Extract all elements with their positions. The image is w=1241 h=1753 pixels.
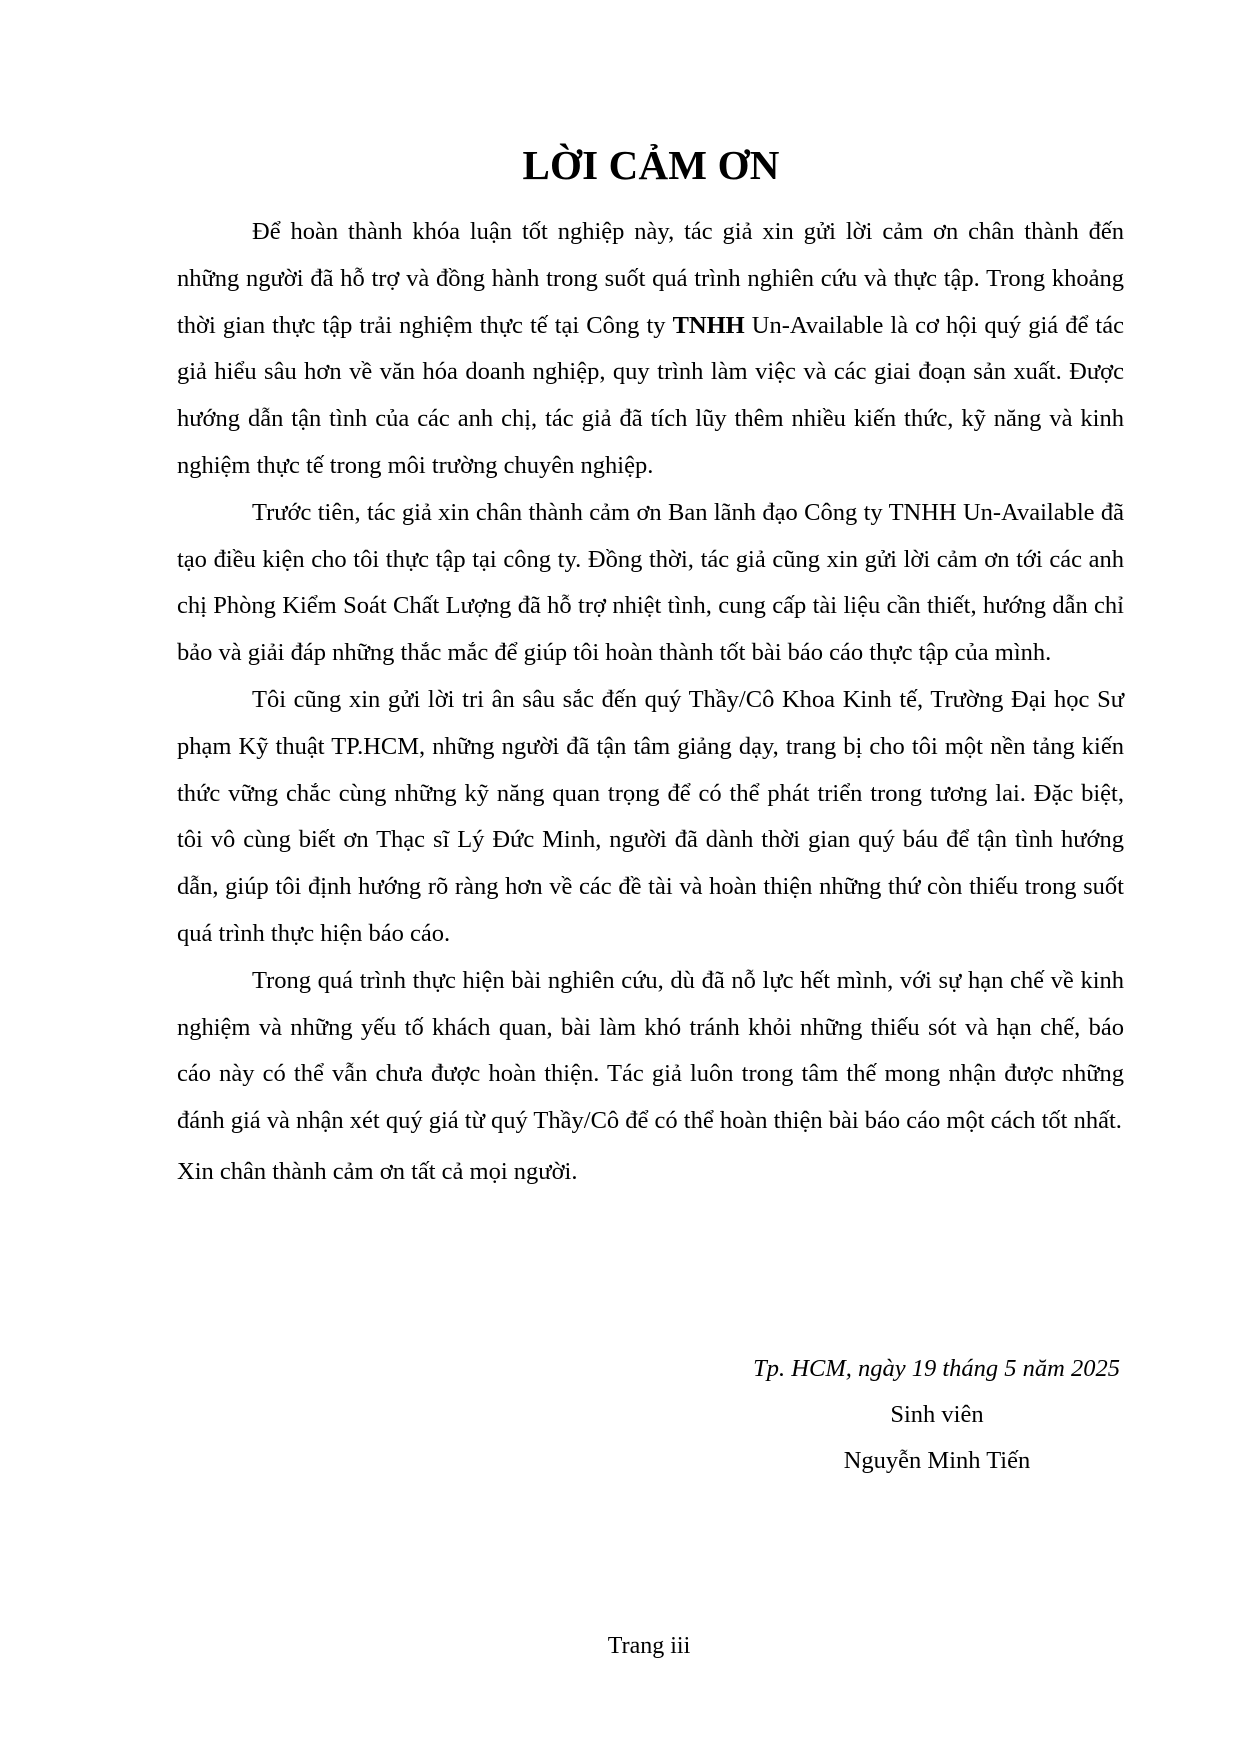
signature-place-date: Tp. HCM, ngày 19 tháng 5 năm 2025 — [753, 1355, 1120, 1382]
signature-name: Nguyễn Minh Tiến — [843, 1447, 1031, 1474]
paragraph-1-text-b: Un-Available là cơ hội quý giá để tác giả hiểu sâu hơn về văn hóa doanh nghiệp, quy trình làm việc và các giai đoạn sản xuất. Được hướng dẫn tận tình của các anh chị, tác giả đã tích lũy thêm nhiều kiến thức, kỹ năng và kinh nghiệm thực tế trong môi trường chuyên nghiệp. — [177, 311, 1124, 479]
signature-role: Sinh viên — [890, 1401, 984, 1428]
paragraph-4: Trong quá trình thực hiện bài nghiên cứu, dù đã nỗ lực hết mình, với sự hạn chế về kinh nghiệm và những yếu tố khách quan, bài làm khó tránh khỏi những thiếu sót và hạn chế, báo cáo này có thể vẫn chưa được hoàn thiện. Tác giả luôn trong tâm thế mong nhận được những đánh giá và nhận xét quý giá từ quý Thầy/Cô để có thể hoàn thiện bài báo cáo một cách tốt nhất. — [177, 966, 1124, 1135]
acknowledgement-body — [177, 209, 1124, 1196]
signature-block — [700, 1346, 1120, 1484]
paragraph-1 — [177, 209, 1124, 490]
company-type-bold: TNHH — [672, 311, 745, 339]
page-title: LỜI CẢM ƠN — [522, 142, 780, 188]
page-number-footer: Trang iii — [607, 1633, 691, 1659]
paragraph-2: Trước tiên, tác giả xin chân thành cảm ơn Ban lãnh đạo Công ty TNHH Un-Available đã tạo điều kiện cho tôi thực tập tại công ty. Đồng thời, tác giả cũng xin gửi lời cảm ơn tới các anh chị Phòng Kiểm Soát Chất Lượng đã hỗ trợ nhiệt tình, cung cấp tài liệu cần thiết, hướng dẫn chỉ bảo và giải đáp những thắc mắc để giúp tôi hoàn thành tốt bài báo cáo thực tập của mình. — [177, 498, 1124, 667]
closing-line: Xin chân thành cảm ơn tất cả mọi người. — [177, 1157, 578, 1185]
paragraph-3: Tôi cũng xin gửi lời tri ân sâu sắc đến quý Thầy/Cô Khoa Kinh tế, Trường Đại học Sư phạm Kỹ thuật TP.HCM, những người đã tận tâm giảng dạy, trang bị cho tôi một nền tảng kiến thức vững chắc cùng những kỹ năng quan trọng để có thể phát triển trong tương lai. Đặc biệt, tôi vô cùng biết ơn Thạc sĩ Lý Đức Minh, người đã dành thời gian quý báu để tận tình hướng dẫn, giúp tôi định hướng rõ ràng hơn về các đề tài và hoàn thiện những thứ còn thiếu trong suốt quá trình thực hiện báo cáo. — [177, 685, 1124, 947]
paragraph-1-text-a: Để hoàn thành khóa luận tốt nghiệp này, tác giả xin gửi lời cảm ơn chân thành đến những người đã hỗ trợ và đồng hành trong suốt quá trình nghiên cứu và thực tập. Trong khoảng thời gian thực tập trải nghiệm thực tế tại Công ty — [177, 218, 1124, 339]
